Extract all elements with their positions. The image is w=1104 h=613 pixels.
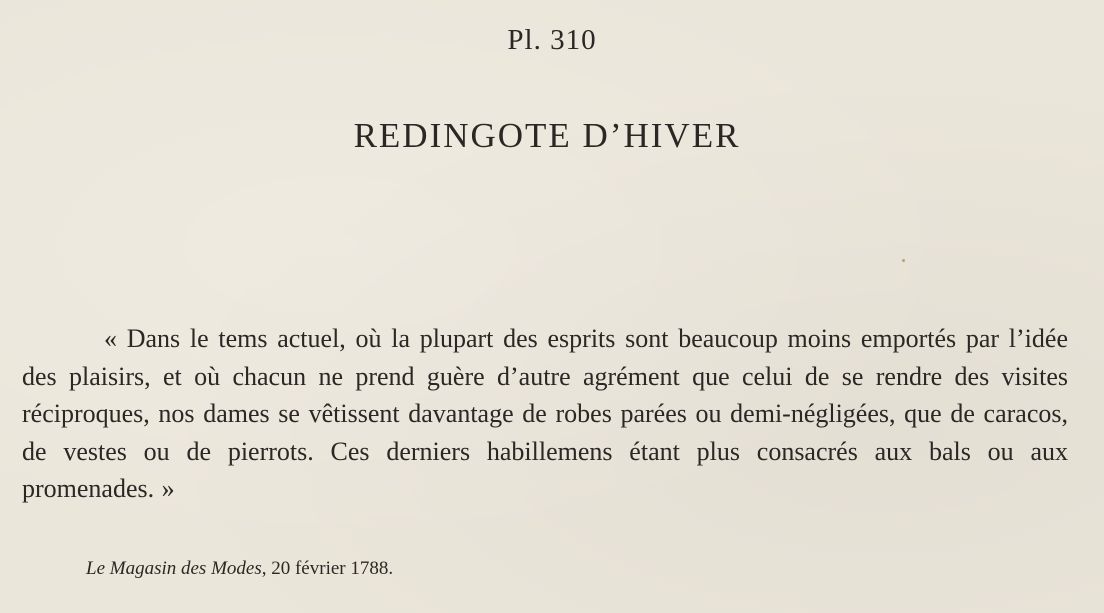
source-citation (86, 558, 393, 580)
source-date: 20 février 1788. (266, 558, 394, 579)
plate-number: Pl. 310 (507, 24, 597, 56)
source-publication: Le Magasin des Modes (86, 558, 262, 579)
source-separator: , (261, 558, 267, 579)
quote-paragraph: « Dans le tems actuel, où la plupart des esprits sont beaucoup moins emportés par l’idée des plaisirs, et où chacun ne prend guère d’autre agrément que celui de se rendre des visites réciproques, nos dames se vêtissent davantage de robes parées ou demi-négligées, que de caracos, de vestes ou de pierrots. Ces derniers habillemens étant plus consacrés aux bals ou aux promenades. » (22, 324, 1068, 503)
page-title: REDINGOTE D’HIVER (353, 116, 741, 155)
paper-speck (902, 259, 905, 262)
